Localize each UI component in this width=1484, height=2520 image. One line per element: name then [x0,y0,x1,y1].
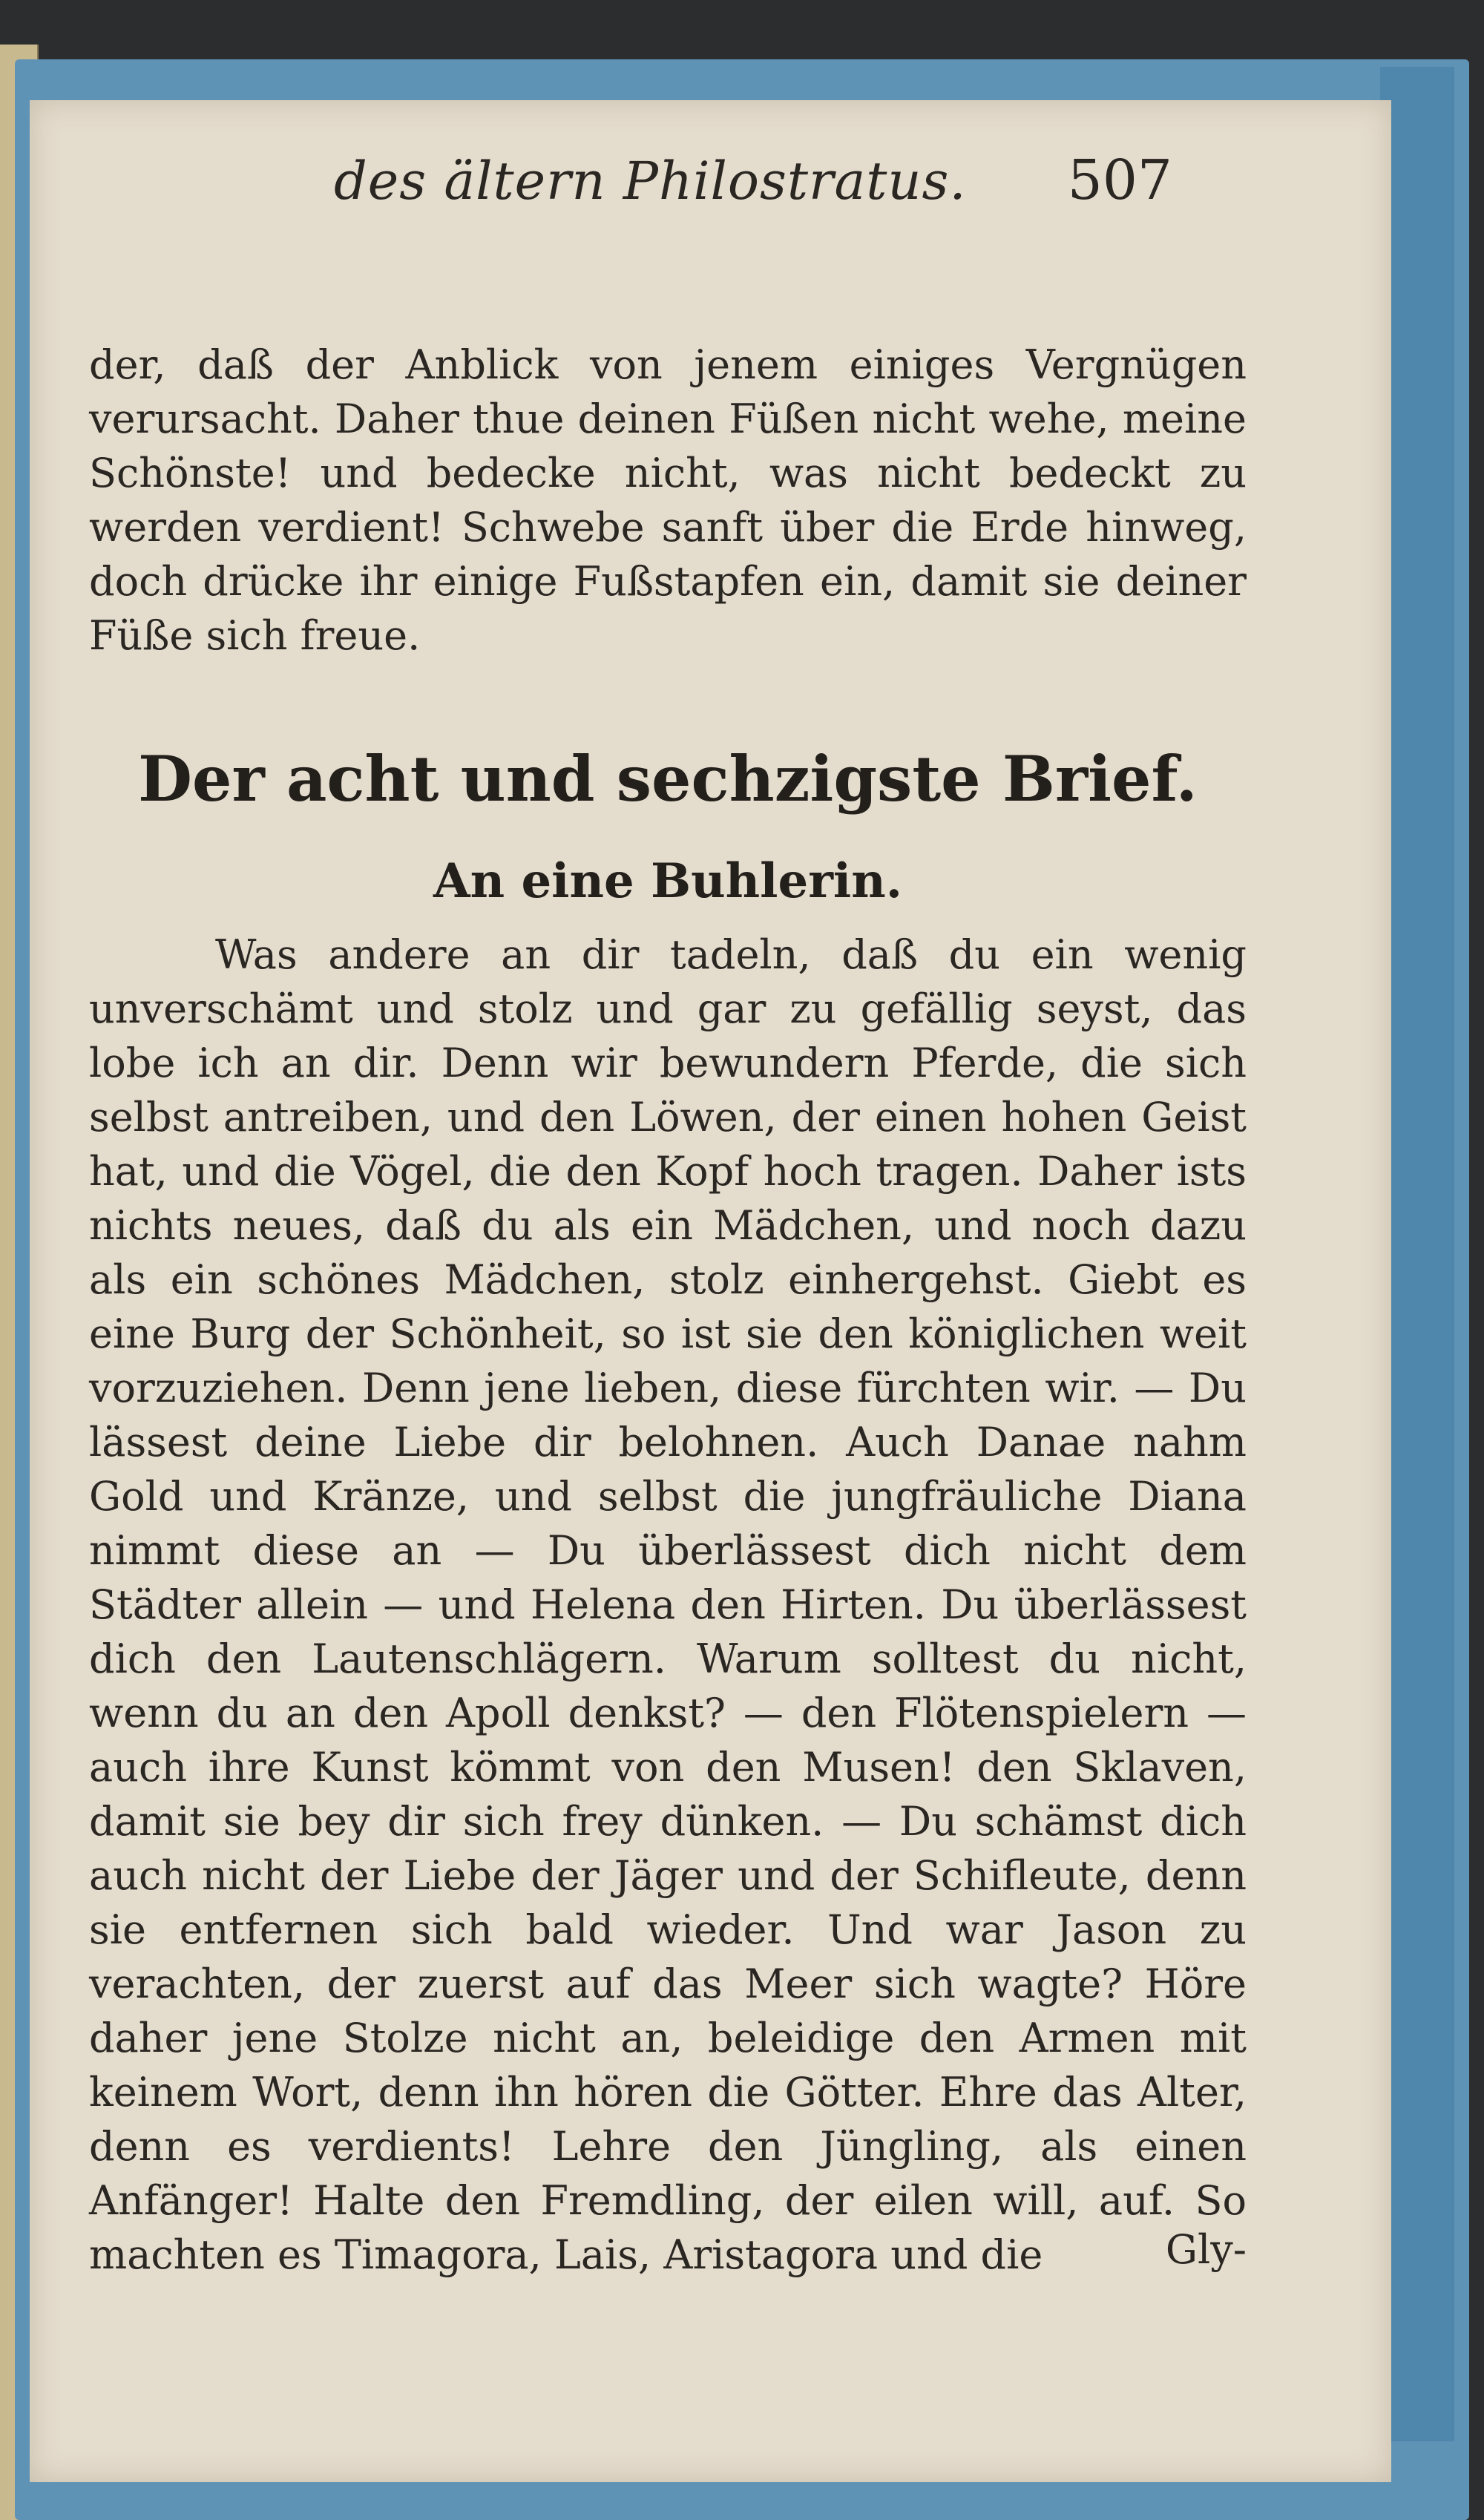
top-paragraph: der, daß der Anblick von jenem einiges Vergnügen verursacht. Daher thue deinen Füßen nicht wehe, meine Schönste! und bedecke nicht, was nicht bedeckt zu werden verdient! Schwebe sanft über die Erde hinweg, doch drücke ihr einige Fußstapfen ein, damit sie deiner Füße sich freue. [89,341,1247,659]
letter-title: Der acht und sechzigste Brief. [138,742,1198,816]
book-cover-edge [1380,67,1454,2441]
letter-recipient: An eine Buhlerin. [433,853,903,909]
main-paragraph: Was andere an dir tadeln, daß du ein wenig unverschämt und stolz und gar zu gefällig seyst, das lobe ich an dir. Denn wir bewundern Pferde, die sich selbst antreiben, und den Löwen, der einen hohen Geist hat, und die Vögel, die den Kopf hoch tragen. Daher ists nichts neues, daß du als ein Mädchen, und noch dazu als ein schönes Mädchen, stolz einhergehst. Giebt es eine Burg der Schönheit, so ist sie den königlichen weit vorzuziehen. Denn jene lieben, diese fürchten wir. — Du lässest deine Liebe dir belohnen. Auch Danae nahm Gold und Kränze, und selbst die jungfräuliche Diana nimmt diese an — Du überlässest dich nicht dem Städter allein — und Helena den Hirten. Du überlässest dich den Lautenschlägern. Warum solltest du nicht, wenn du an den Apoll denkst? — den Flötenspielern — auch ihre Kunst kömmt von den Musen! den Sklaven, damit sie bey dir sich frey dünken. — Du schämst dich auch nicht der Liebe der Jäger und der Schifleute, denn sie entfernen sich bald wieder. Und war Jason zu verachten, der zuerst auf das Meer sich wagte? Höre daher jene Stolze nicht an, beleidige den Armen mit keinem Wort, denn ihn hören die Götter. Ehre das Alter, denn es verdients! Lehre den Jüngling, als einen Anfänger! Halte den Fremdling, der eilen will, auf. So machten es Timagora, Lais, Aristagora und die [89,931,1247,2278]
page-number: 507 [1067,148,1172,212]
catchword: Gly- [1165,2226,1247,2273]
page-header [334,148,1172,275]
running-title: des ältern Philostratus. [334,151,967,211]
